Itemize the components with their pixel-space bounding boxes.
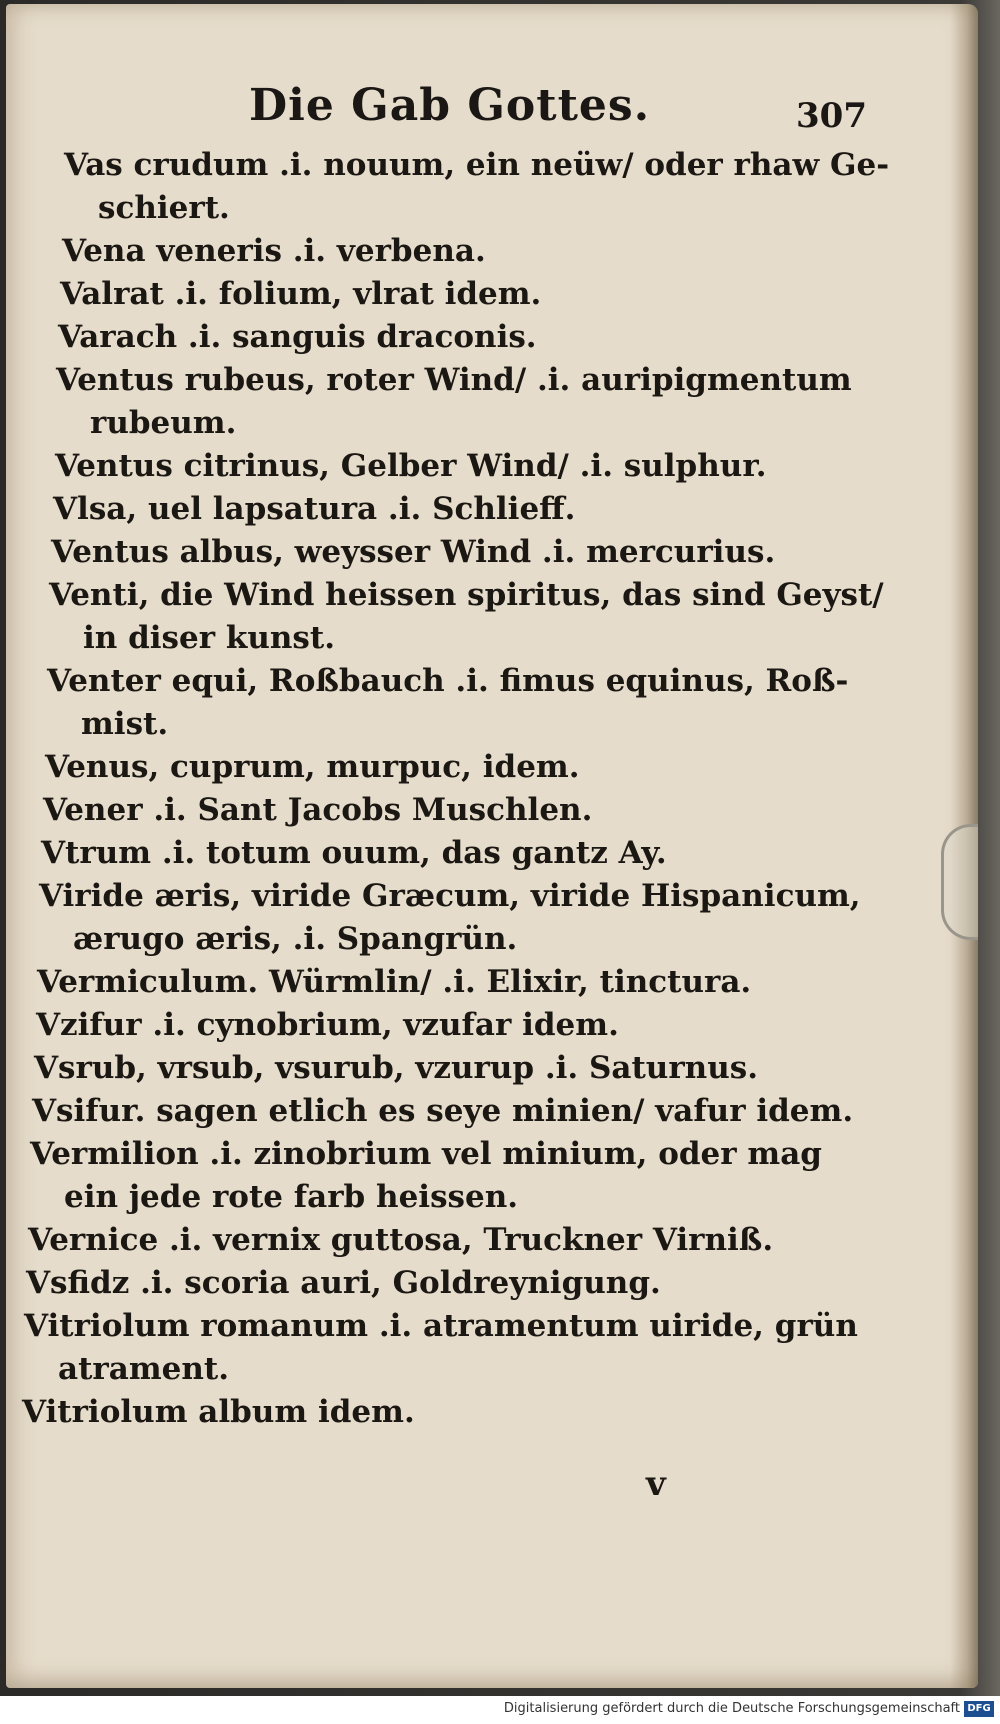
glossary-entry — [6, 359, 978, 445]
entry-headword-line: Venus, cuprum, murpuc, idem. — [45, 749, 580, 785]
glossary-entry — [6, 316, 978, 359]
glossary-entry — [6, 1004, 978, 1047]
glossary-entry — [6, 1047, 978, 1090]
entry-headword-line: Viride æris, viride Græcum, viride Hispanicum, — [39, 878, 861, 914]
entry-headword-line: Vena veneris .i. verbena. — [62, 233, 486, 269]
glossary-entries — [6, 144, 978, 1434]
page-number: 307 — [796, 96, 867, 136]
entry-headword-line: Venti, die Wind heissen spiritus, das sind Geyst/ — [49, 577, 884, 613]
entry-headword-line: Ventus rubeus, roter Wind/ .i. auripigmentum — [56, 362, 852, 398]
dfg-logo-icon: DFG — [964, 1701, 994, 1717]
signature-mark: v — [646, 1464, 666, 1504]
entry-headword-line: Vener .i. Sant Jacobs Muschlen. — [43, 792, 593, 828]
page-header — [6, 80, 978, 140]
entry-continuation-line: schiert. — [98, 190, 230, 226]
entry-headword-line: Vernice .i. vernix guttosa, Truckner Virniß. — [28, 1222, 774, 1258]
digitization-footer — [0, 1696, 1000, 1724]
entry-headword-line: Vas crudum .i. nouum, ein neüw/ oder rhaw Ge- — [64, 147, 890, 183]
entry-headword-line: Venter equi, Roßbauch .i. fimus equinus, Roß- — [47, 663, 849, 699]
entry-continuation-line: ærugo æris, .i. Spangrün. — [73, 921, 518, 957]
entry-headword-line: Ventus albus, weysser Wind .i. mercurius. — [51, 534, 776, 570]
glossary-entry — [6, 1219, 978, 1262]
entry-headword-line: Vsrub, vrsub, vsurub, vzurup .i. Saturnus. — [34, 1050, 759, 1086]
glossary-entry — [6, 1262, 978, 1305]
entry-headword-line: Vlsa, uel lapsatura .i. Schlieff. — [53, 491, 576, 527]
glossary-entry — [6, 1090, 978, 1133]
entry-headword-line: Vtrum .i. totum ouum, das gantz Ay. — [41, 835, 667, 871]
entry-headword-line: Vsfidz .i. scoria auri, Goldreynigung. — [26, 1265, 661, 1301]
book-page — [6, 4, 978, 1688]
entry-headword-line: Ventus citrinus, Gelber Wind/ .i. sulphur. — [55, 448, 767, 484]
glossary-entry — [6, 1305, 978, 1391]
entry-headword-line: Vermilion .i. zinobrium vel minium, oder mag — [30, 1136, 822, 1172]
entry-headword-line: Vzifur .i. cynobrium, vzufar idem. — [36, 1007, 619, 1043]
entry-headword-line: Vitriolum romanum .i. atramentum uiride, grün — [24, 1308, 858, 1344]
glossary-entry — [6, 445, 978, 488]
glossary-entry — [6, 144, 978, 230]
entry-continuation-line: in diser kunst. — [83, 620, 335, 656]
glossary-entry — [6, 1391, 978, 1434]
glossary-entry — [6, 488, 978, 531]
glossary-entry — [6, 660, 978, 746]
glossary-entry — [6, 875, 978, 961]
glossary-entry — [6, 832, 978, 875]
glossary-entry — [6, 273, 978, 316]
glossary-entry — [6, 746, 978, 789]
entry-continuation-line: rubeum. — [90, 405, 237, 441]
entry-headword-line: Vitriolum album idem. — [22, 1394, 415, 1430]
entry-headword-line: Varach .i. sanguis draconis. — [58, 319, 537, 355]
glossary-entry — [6, 230, 978, 273]
entry-headword-line: Valrat .i. folium, vlrat idem. — [60, 276, 542, 312]
entry-headword-line: Vsifur. sagen etlich es seye minien/ vafur idem. — [32, 1093, 854, 1129]
entry-continuation-line: mist. — [81, 706, 169, 742]
glossary-entry — [6, 574, 978, 660]
glossary-entry — [6, 789, 978, 832]
footer-credit: Digitalisierung gefördert durch die Deutsche Forschungsgemeinschaft — [503, 1701, 960, 1716]
entry-continuation-line: ein jede rote farb heissen. — [64, 1179, 519, 1215]
glossary-entry — [6, 961, 978, 1004]
glossary-entry — [6, 1133, 978, 1219]
glossary-entry — [6, 531, 978, 574]
entry-headword-line: Vermiculum. Würmlin/ .i. Elixir, tinctura. — [37, 964, 752, 1000]
running-title: Die Gab Gottes. — [249, 80, 651, 131]
entry-continuation-line: atrament. — [58, 1351, 229, 1387]
